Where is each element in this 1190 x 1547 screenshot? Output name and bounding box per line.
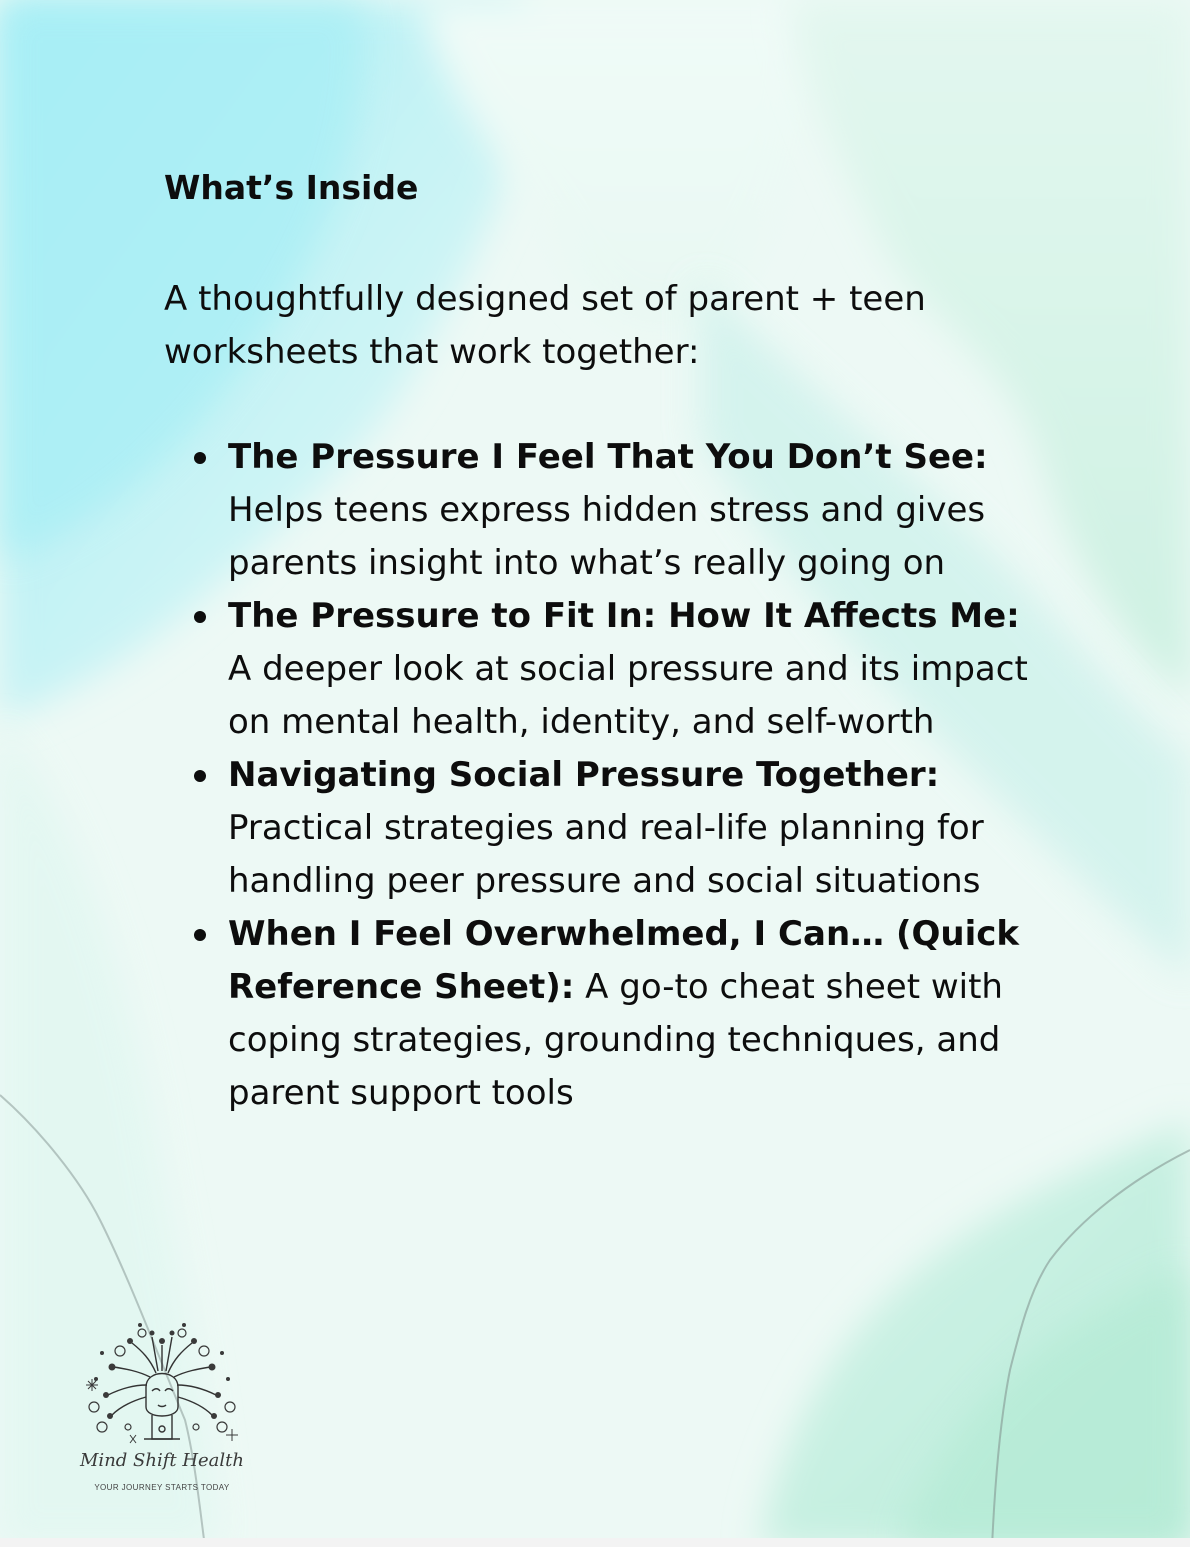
item-title: The Pressure I Feel That You Don’t See:: [228, 437, 988, 477]
list-item: [164, 749, 1028, 908]
bullet-icon: [194, 770, 206, 782]
bullet-icon: [194, 929, 206, 941]
bullet-icon: [194, 452, 206, 464]
item-description: Helps teens express hidden stress and gives parents insight into what’s really going on: [228, 490, 986, 583]
brand-name: Mind Shift Health: [80, 1450, 244, 1471]
list-item: [164, 590, 1028, 749]
brand-tagline: YOUR JOURNEY STARTS TODAY: [94, 1483, 230, 1492]
list-item: [164, 431, 1028, 590]
item-description: A deeper look at social pressure and its impact on mental health, identity, and self-worth: [228, 649, 1028, 742]
item-title: The Pressure to Fit In: How It Affects Me:: [228, 596, 1020, 636]
worksheet-list: [164, 431, 1044, 1120]
item-title: Navigating Social Pressure Together:: [228, 755, 940, 795]
bullet-icon: [194, 611, 206, 623]
item-title: When I Feel Overwhelmed, I Can… (Quick Reference Sheet):: [228, 914, 1020, 1007]
list-item: [164, 908, 1028, 1120]
item-description: A go-to cheat sheet with coping strategies, grounding techniques, and parent support tools: [228, 967, 1003, 1113]
section-heading: What’s Inside: [164, 168, 419, 207]
mind-shift-health-logo: [72, 1315, 252, 1500]
main-content: [164, 168, 1044, 1120]
intro-paragraph: A thoughtfully designed set of parent + teen worksheets that work together:: [164, 279, 926, 372]
item-description: Practical strategies and real-life planning for handling peer pressure and social situations: [228, 808, 984, 901]
